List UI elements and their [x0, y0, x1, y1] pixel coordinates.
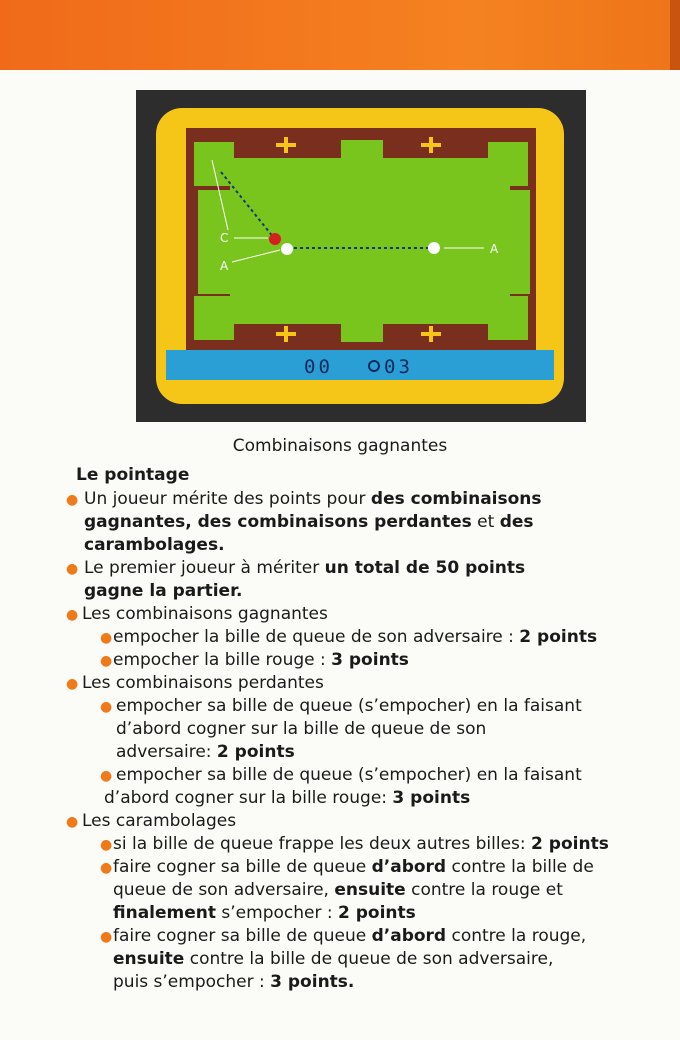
bold-text-run: d’abord: [371, 926, 447, 946]
text-run: faire cogner sa bille de queue: [113, 926, 372, 946]
text-run: et: [471, 512, 500, 532]
table-felt: [194, 140, 530, 342]
label-a-right: A: [490, 242, 499, 256]
cue-ball-left: [281, 243, 293, 255]
list-item-line: [113, 971, 354, 994]
label-a-left: A: [220, 259, 229, 273]
top-band-edge: [670, 0, 680, 70]
text-run: empocher sa bille de queue (s’empocher) en la faisant: [116, 696, 582, 716]
list-item-line: [82, 810, 236, 833]
text-run: contre la rouge et: [405, 880, 563, 900]
list-item-line: [104, 787, 470, 810]
bold-text-run: gagne la partier.: [84, 581, 243, 601]
bullet-icon: ●: [100, 768, 113, 784]
list-item-line: [113, 626, 597, 649]
list-item-line: [113, 833, 609, 856]
bullet-icon: ●: [66, 607, 79, 623]
text-run: contre la bille de: [446, 857, 594, 877]
bold-text-run: 2 points: [531, 834, 609, 854]
bold-text-run: 3 points: [331, 650, 409, 670]
list-item-line: [113, 948, 553, 971]
bullet-icon: ●: [66, 814, 79, 830]
text-run: Les combinaisons perdantes: [82, 673, 324, 693]
bold-text-run: finalement: [113, 903, 217, 923]
bullet-icon: ●: [100, 630, 113, 646]
list-item-line: [113, 649, 409, 672]
section-title: Le pointage: [76, 465, 190, 485]
bold-text-run: 3 points: [392, 788, 471, 808]
text-run: contre la bille de queue de son adversaire,: [184, 949, 554, 969]
cue-ball-right: [428, 242, 440, 254]
bullet-icon: ●: [100, 699, 113, 715]
score-bar: [166, 350, 554, 380]
list-item-line: [113, 856, 594, 879]
bold-text-run: 2 points: [519, 627, 598, 647]
list-item-line: [113, 902, 416, 925]
list-item-line: [113, 879, 563, 902]
score-left: 00: [304, 356, 333, 378]
text-run: s’empocher :: [216, 903, 338, 923]
score-right: 03: [384, 356, 413, 378]
bold-text-run: 2 points: [338, 903, 416, 923]
list-item-line: [84, 580, 243, 603]
bullet-icon: ●: [100, 929, 113, 945]
list-item-line: [82, 603, 328, 626]
text-run: adversaire:: [116, 742, 217, 762]
bullet-icon: ●: [66, 492, 79, 508]
text-run: si la bille de queue frappe les deux autres billes:: [113, 834, 532, 854]
text-run: Un joueur mérite des points pour: [84, 489, 371, 509]
text-run: puis s’empocher :: [113, 972, 271, 992]
text-run: empocher la bille rouge :: [113, 650, 332, 670]
bold-text-run: 3 points.: [270, 972, 355, 992]
text-run: contre la rouge,: [446, 926, 587, 946]
bullet-icon: ●: [100, 837, 113, 853]
pool-table-graphic: [136, 90, 586, 422]
bold-text-run: des combinaisons: [370, 489, 542, 509]
label-c: C: [220, 231, 229, 245]
bullet-icon: ●: [66, 561, 79, 577]
list-item-line: [116, 695, 582, 718]
text-run: Les combinaisons gagnantes: [82, 604, 328, 624]
game-screenshot: [136, 90, 586, 422]
bold-text-run: d’abord: [371, 857, 447, 877]
list-item-line: [116, 741, 295, 764]
text-run: Les carambolages: [82, 811, 237, 831]
bold-text-run: 2 points: [216, 742, 295, 762]
text-run: Le premier joueur à mériter: [84, 558, 325, 578]
figure-caption: Combinaisons gagnantes: [232, 436, 448, 456]
list-item-line: [113, 925, 586, 948]
bold-text-run: ensuite: [113, 949, 185, 969]
bold-text-run: carambolages.: [84, 535, 225, 555]
bullet-icon: ●: [66, 676, 79, 692]
text-run: empocher la bille de queue de son adversaire :: [113, 627, 520, 647]
bold-text-run: ensuite: [334, 880, 406, 900]
text-run: d’abord cogner sur la bille de queue de son: [116, 719, 487, 739]
list-item-line: [82, 672, 324, 695]
text-run: empocher sa bille de queue (s’empocher) en la faisant: [116, 765, 582, 785]
top-color-band: [0, 0, 680, 70]
list-item-line: [116, 764, 582, 787]
list-item-line: [84, 511, 534, 534]
bullet-icon: ●: [100, 653, 113, 669]
text-run: queue de son adversaire,: [113, 880, 335, 900]
text-run: d’abord cogner sur la bille rouge:: [104, 788, 393, 808]
bullet-icon: ●: [100, 860, 113, 876]
bold-text-run: un total de 50 points: [324, 558, 526, 578]
bold-text-run: des: [499, 512, 534, 532]
list-item-line: [84, 534, 225, 557]
red-ball: [269, 233, 281, 245]
bold-text-run: gagnantes, des combinaisons perdantes: [84, 512, 472, 532]
list-item-line: [84, 488, 542, 511]
list-item-line: [116, 718, 486, 741]
text-run: faire cogner sa bille de queue: [113, 857, 372, 877]
list-item-line: [84, 557, 525, 580]
